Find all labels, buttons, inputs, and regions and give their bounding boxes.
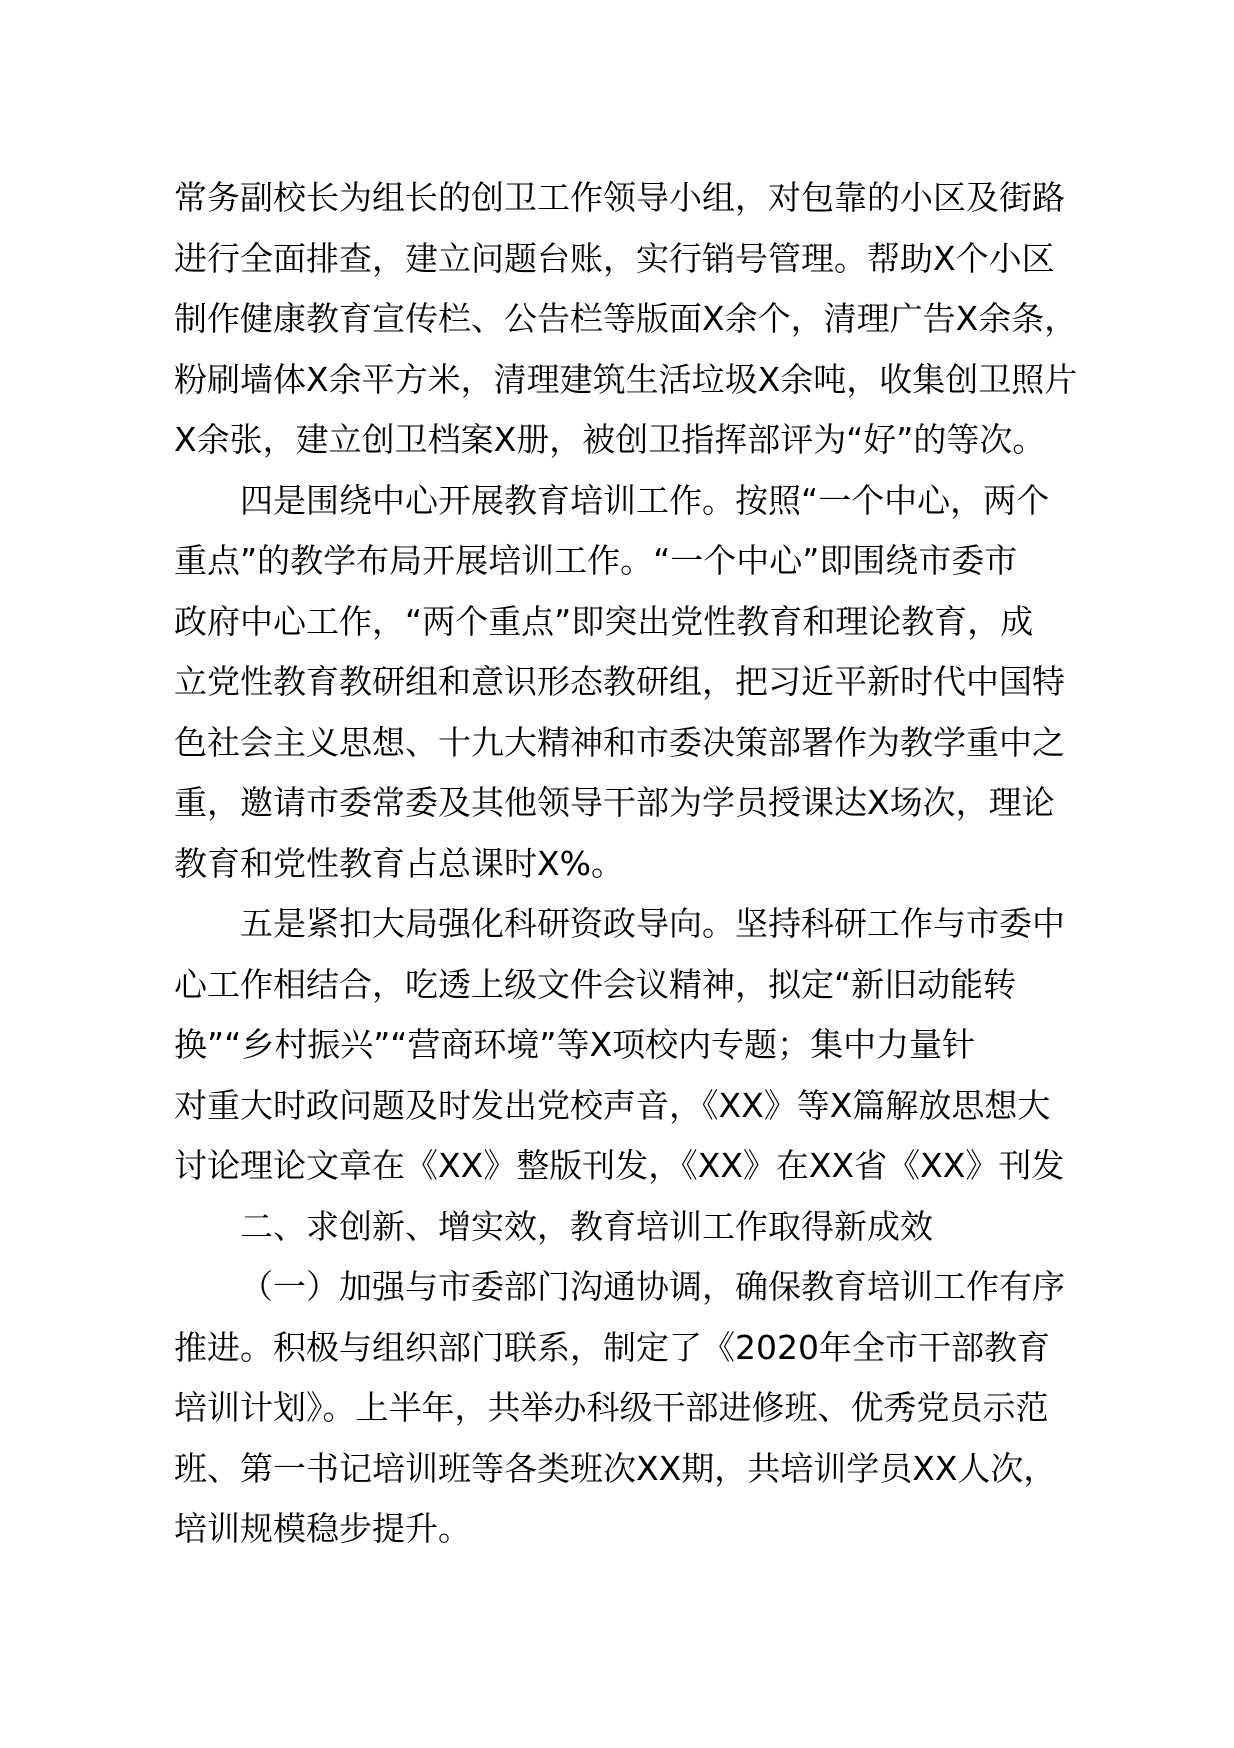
paragraph-line: 重点”的教学布局开展培训工作。“一个中心”即围绕市委市 bbox=[174, 541, 1018, 580]
document-body bbox=[174, 168, 1104, 1560]
paragraph-line: 四是围绕中心开展教育培训工作。按照“一个中心，两个 bbox=[240, 480, 1050, 520]
paragraph-line: 换”“乡村振兴”“营商环境”等X项校内专题；集中力量针 bbox=[174, 1025, 976, 1064]
paragraph-line: 讨论理论文章在《XX》整版刊发，《XX》在XX省《XX》刊发 bbox=[174, 1146, 1065, 1185]
paragraph-line: 五是紧扣大局强化科研资政导向。坚持科研工作与市委中 bbox=[240, 904, 1065, 943]
paragraph-line: 政府中心工作，“两个重点”即突出党性教育和理论教育，成 bbox=[174, 601, 1034, 641]
paragraph-line: 对重大时政问题及时发出党校声音，《XX》等X篇解放思想大 bbox=[174, 1085, 1051, 1125]
paragraph-line: 推进。积极与组织部门联系，制定了《2020年全市干部教育 bbox=[174, 1327, 1050, 1367]
paragraph-line: 重，邀请市委常委及其他领导干部为学员授课达X场次，理论 bbox=[174, 783, 1055, 822]
paragraph-line: 心工作相结合，吃透上级文件会议精神，拟定“新旧动能转 bbox=[174, 964, 1017, 1004]
paragraph-line: 色社会主义思想、十九大精神和市委决策部署作为教学重中之 bbox=[174, 722, 1065, 762]
section-heading: 二、求创新、增实效，教育培训工作取得新成效 bbox=[240, 1206, 933, 1246]
paragraph-line: 制作健康教育宣传栏、公告栏等版面X余个，清理广告X余条， bbox=[174, 299, 1078, 338]
paragraph-line: 常务副校长为组长的创卫工作领导小组，对包靠的小区及街路 bbox=[174, 178, 1065, 217]
paragraph-line: 培训规模稳步提升。 bbox=[174, 1509, 471, 1548]
paragraph-line: 培训计划》。上半年，共举办科级干部进修班、优秀党员示范 bbox=[174, 1388, 1049, 1427]
paragraph-line: 立党性教育教研组和意识形态教研组，把习近平新时代中国特 bbox=[174, 662, 1065, 701]
subsection-line: （一）加强与市委部门沟通协调，确保教育培训工作有序 bbox=[240, 1267, 1065, 1306]
paragraph-line: 教育和党性教育占总课时X%。 bbox=[174, 843, 624, 883]
paragraph-line: 班、第一书记培训班等各类班次XX期，共培训学员XX人次， bbox=[174, 1448, 1057, 1488]
paragraph-line: 进行全面排查，建立问题台账，实行销号管理。帮助X个小区 bbox=[174, 238, 1055, 278]
paragraph-line: 粉刷墙体X余平方米，清理建筑生活垃圾X余吨，收集创卫照片 bbox=[174, 359, 1078, 399]
paragraph-line: X余张，建立创卫档案X册，被创卫指挥部评为“好”的等次。 bbox=[174, 420, 1046, 459]
